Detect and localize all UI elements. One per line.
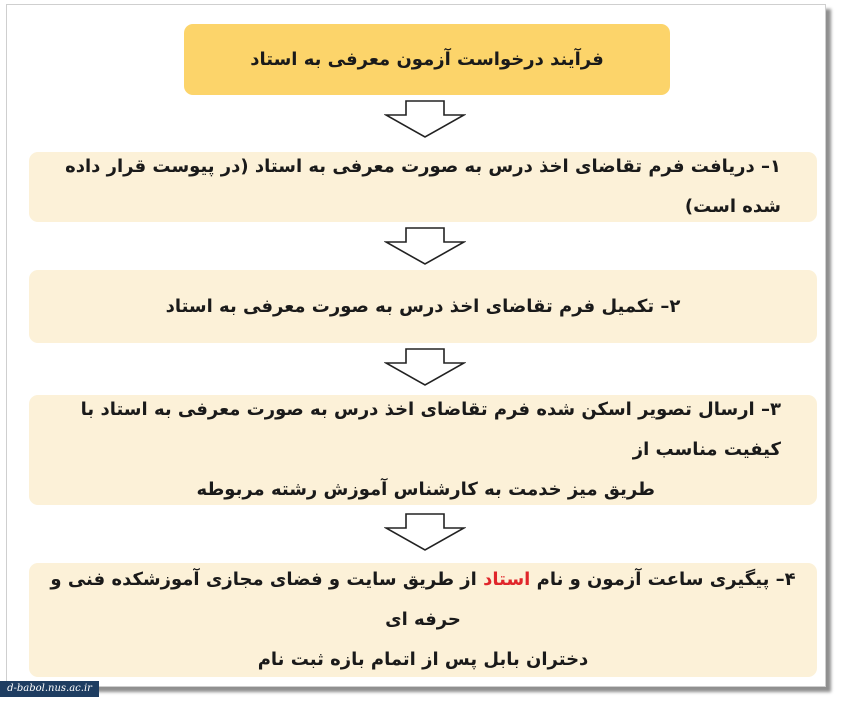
- down-arrow-icon: [384, 100, 466, 138]
- step-4-text-after: از طریق سایت و فضای مجازی آموزشکده فنی و حرفه ای: [50, 569, 477, 630]
- step-2-box: [29, 270, 817, 343]
- step-3-text-line-2: طریق میز خدمت به کارشناس آموزش رشته مربوطه: [196, 479, 655, 500]
- step-1-text: ۱– دریافت فرم تقاضای اخذ درس به صورت معرفی به استاد (در پیوست قرار داده شده است): [65, 156, 781, 217]
- step-3-text-line-1: ۳– ارسال تصویر اسکن شده فرم تقاضای اخذ درس به صورت معرفی به استاد با کیفیت مناسب از: [80, 399, 781, 460]
- step-4-box: [29, 563, 817, 677]
- down-arrow-icon: [384, 227, 466, 265]
- step-3-box: [29, 395, 817, 505]
- process-title: فرآیند درخواست آزمون معرفی به استاد: [184, 24, 670, 95]
- step-4-text-line-2: دختران بابل پس از اتمام بازه ثبت نام: [257, 649, 589, 670]
- down-arrow-icon: [384, 348, 466, 386]
- watermark-site-url: d-babol.nus.ac.ir: [0, 681, 99, 697]
- step-2-text: ۲– تکمیل فرم تقاضای اخذ درس به صورت معرفی به استاد: [165, 295, 681, 317]
- down-arrow-icon: [384, 513, 466, 551]
- step-4-highlight-professor: استاد: [483, 569, 531, 590]
- step-1-box: [29, 152, 817, 222]
- step-4-text-before: ۴– پیگیری ساعت آزمون و نام: [536, 569, 796, 590]
- step-4-text-line-1: [29, 560, 817, 640]
